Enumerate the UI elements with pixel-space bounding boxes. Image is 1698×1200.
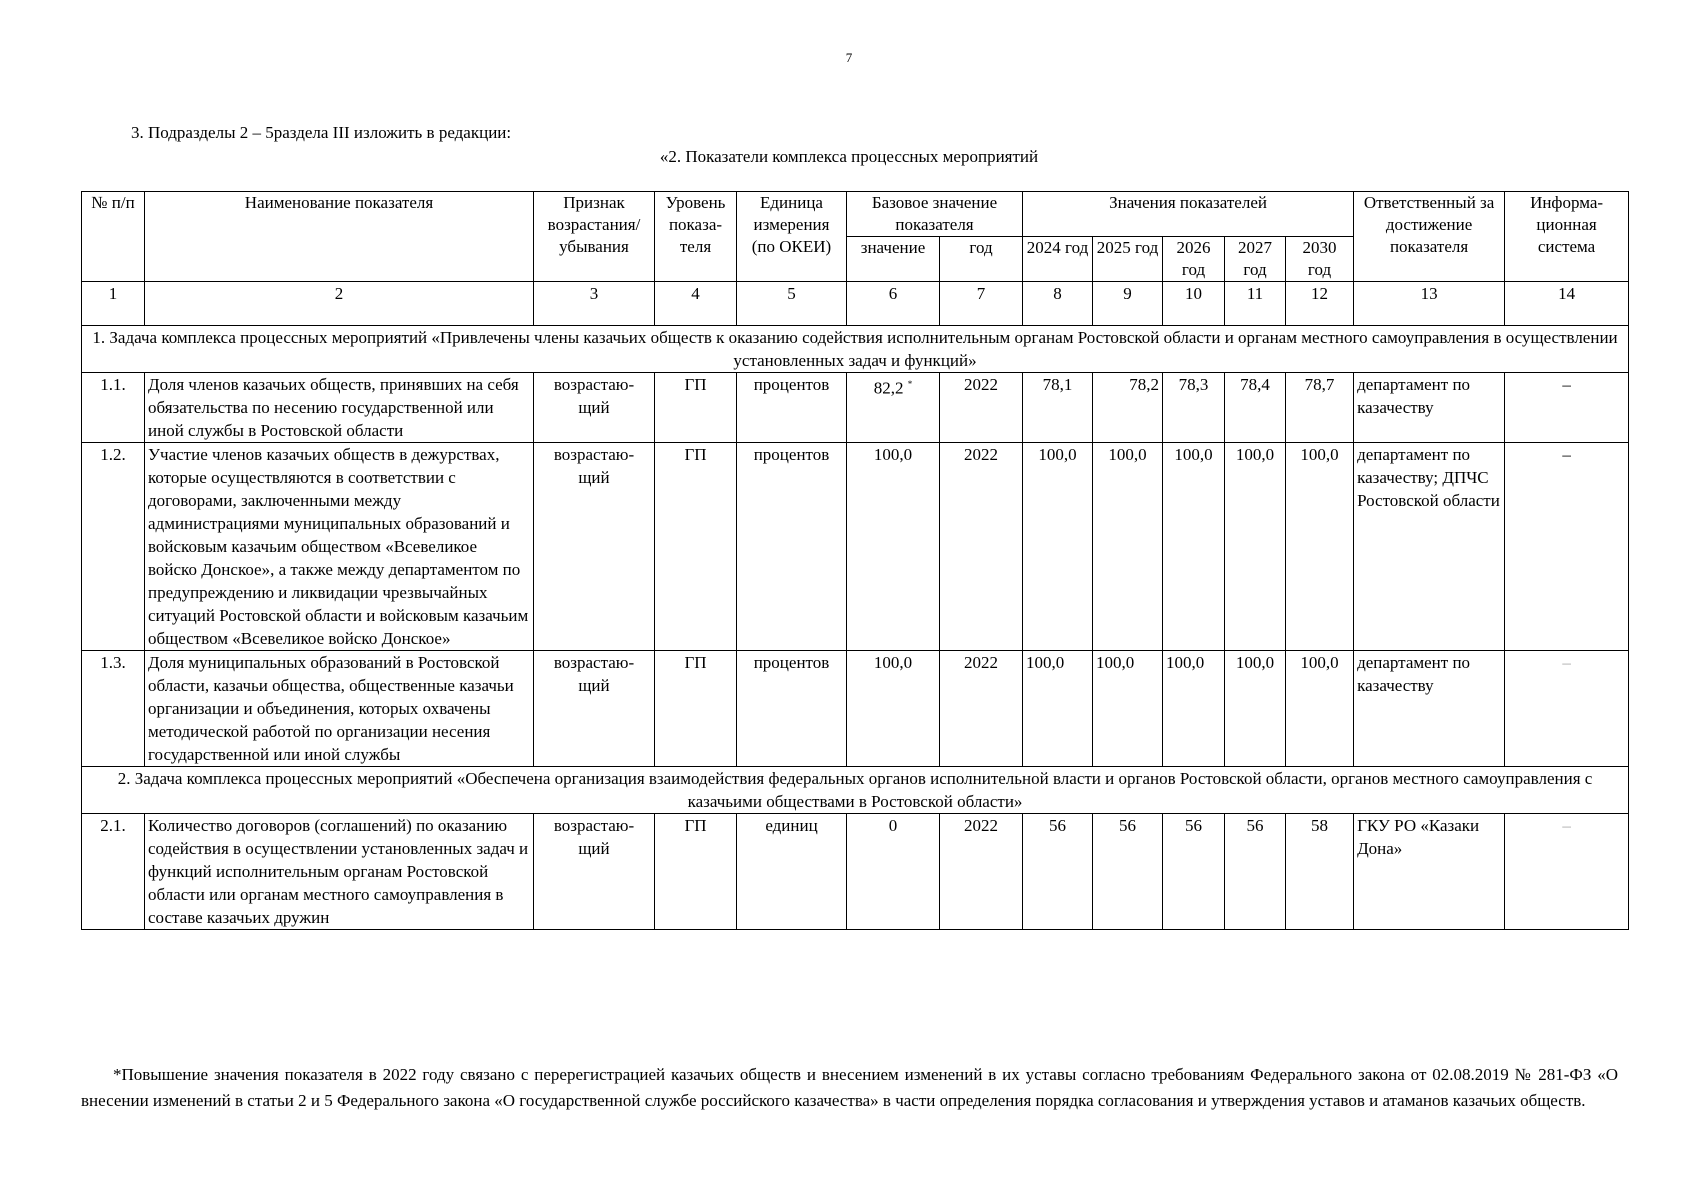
value-2030: 100,0 bbox=[1286, 443, 1354, 651]
col-number: 5 bbox=[737, 282, 847, 326]
col-number: 2 bbox=[145, 282, 534, 326]
indicator-name: Доля членов казачьих обществ, принявших на себя обязательства по несению государственной или иной службы в Ростовской области bbox=[145, 373, 534, 443]
col-number: 7 bbox=[940, 282, 1023, 326]
value-2025: 56 bbox=[1093, 814, 1163, 930]
indicator-name: Количество договоров (соглашений) по оказанию содействия в осуществлении установленных задач и функций исполнительным органам Ростовской области или органам местного самоуправления в составе казачьих дружин bbox=[145, 814, 534, 930]
col-number: 14 bbox=[1505, 282, 1629, 326]
value-2025: 78,2 bbox=[1093, 373, 1163, 443]
info-system: – bbox=[1505, 443, 1629, 651]
row-num: 1.3. bbox=[82, 651, 145, 767]
value-2026: 100,0 bbox=[1163, 443, 1225, 651]
header-2024: 2024 год bbox=[1023, 237, 1093, 282]
indicator-sign: возрастаю- щий bbox=[534, 651, 655, 767]
col-number: 13 bbox=[1354, 282, 1505, 326]
col-number: 9 bbox=[1093, 282, 1163, 326]
row-num: 2.1. bbox=[82, 814, 145, 930]
base-year: 2022 bbox=[940, 443, 1023, 651]
footnote-mark: * bbox=[907, 379, 913, 389]
value-2026: 78,3 bbox=[1163, 373, 1225, 443]
header-2025: 2025 год bbox=[1093, 237, 1163, 282]
info-system: – bbox=[1505, 814, 1629, 930]
base-year: 2022 bbox=[940, 373, 1023, 443]
col-number: 6 bbox=[847, 282, 940, 326]
col-number: 8 bbox=[1023, 282, 1093, 326]
indicator-sign: возрастаю- щий bbox=[534, 373, 655, 443]
header-2027: 2027 год bbox=[1225, 237, 1286, 282]
base-value bbox=[847, 373, 940, 443]
indicator-unit: единиц bbox=[737, 814, 847, 930]
value-2025: 100,0 bbox=[1093, 443, 1163, 651]
indicator-unit: процентов bbox=[737, 443, 847, 651]
base-year: 2022 bbox=[940, 814, 1023, 930]
value-2025: 100,0 bbox=[1093, 651, 1163, 767]
header-info: Информа- ционная система bbox=[1505, 192, 1629, 282]
task-2-heading: 2. Задача комплекса процессных мероприятий «Обеспечена организация взаимодействия федеральных органов исполнительной власти и органов Ростовской области, органов местного самоуправления с казачьими обществами в Ростовской области» bbox=[82, 767, 1629, 814]
header-values: Значения показателей bbox=[1023, 192, 1354, 237]
col-number: 1 bbox=[82, 282, 145, 326]
row-num: 1.1. bbox=[82, 373, 145, 443]
task-1-heading: 1. Задача комплекса процессных мероприятий «Привлечены члены казачьих обществ к оказанию содействия исполнительным органам Ростовской области и органам местного самоуправления в осуществлении установленных задач и функций» bbox=[82, 326, 1629, 373]
indicator-sign: возрастаю- щий bbox=[534, 814, 655, 930]
value-2027: 56 bbox=[1225, 814, 1286, 930]
table-row bbox=[82, 651, 1629, 767]
col-number: 10 bbox=[1163, 282, 1225, 326]
intro-text: 3. Подразделы 2 – 5раздела III изложить в редакции: bbox=[131, 123, 512, 142]
base-value: 0 bbox=[847, 814, 940, 930]
value-2027: 100,0 bbox=[1225, 443, 1286, 651]
header-row bbox=[82, 192, 1629, 237]
indicator-level: ГП bbox=[655, 814, 737, 930]
indicator-level: ГП bbox=[655, 373, 737, 443]
value-2027: 100,0 bbox=[1225, 651, 1286, 767]
col-number: 4 bbox=[655, 282, 737, 326]
value-2024: 100,0 bbox=[1023, 651, 1093, 767]
task-1-row bbox=[82, 326, 1629, 373]
footnote: *Повышение значения показателя в 2022 году связано с перерегистрацией казачьих обществ и внесением изменений в их уставы согласно требованиям Федерального закона от 02.08.2019 № 281-ФЗ «О внесении изменений в статьи 2 и 5 Федерального закона «О государственной службе российского казачества» в части определения порядка согласования и утверждения уставов и атаманов казачьих обществ. bbox=[81, 1065, 1618, 1110]
section-title: «2. Показатели комплекса процессных мероприятий bbox=[659, 147, 1039, 166]
info-system: – bbox=[1505, 373, 1629, 443]
value-2030: 100,0 bbox=[1286, 651, 1354, 767]
indicators-table bbox=[81, 191, 1629, 930]
base-year: 2022 bbox=[940, 651, 1023, 767]
indicator-unit: процентов bbox=[737, 373, 847, 443]
value-2030: 78,7 bbox=[1286, 373, 1354, 443]
responsible: департамент по казачеству bbox=[1354, 651, 1505, 767]
indicator-name: Участие членов казачьих обществ в дежурствах, которые осуществляются в соответствии с договорами, заключенными между администрациями муниципальных образований и войсковым казачьим обществом «Всевеликое войско Донское», а также между департаментом по предупреждению и ликвидации чрезвычайных ситуаций Ростовской области и войсковым казачьим обществом «Всевеликое войско Донское» bbox=[145, 443, 534, 651]
col-number: 11 bbox=[1225, 282, 1286, 326]
column-number-row bbox=[82, 282, 1629, 326]
value-2024: 100,0 bbox=[1023, 443, 1093, 651]
responsible: департамент по казачеству bbox=[1354, 373, 1505, 443]
col-number: 3 bbox=[534, 282, 655, 326]
page-number: 7 bbox=[845, 50, 853, 65]
header-base: Базовое значение показателя bbox=[847, 192, 1023, 237]
base-value: 100,0 bbox=[847, 651, 940, 767]
indicator-level: ГП bbox=[655, 443, 737, 651]
responsible: департамент по казачеству; ДПЧС Ростовской области bbox=[1354, 443, 1505, 651]
header-level: Уровень показа- теля bbox=[655, 192, 737, 282]
value-2024: 56 bbox=[1023, 814, 1093, 930]
indicator-level: ГП bbox=[655, 651, 737, 767]
table-row bbox=[82, 814, 1629, 930]
header-base-year: год bbox=[940, 237, 1023, 282]
table-row bbox=[82, 443, 1629, 651]
indicator-unit: процентов bbox=[737, 651, 847, 767]
header-2026: 2026 год bbox=[1163, 237, 1225, 282]
header-unit: Единица измерения (по ОКЕИ) bbox=[737, 192, 847, 282]
value-2026: 100,0 bbox=[1163, 651, 1225, 767]
indicator-name: Доля муниципальных образований в Ростовской области, казачьи общества, общественные казачьи организации и объединения, которых охвачены методической работой по организации несения государственной или иной службы bbox=[145, 651, 534, 767]
value-2026: 56 bbox=[1163, 814, 1225, 930]
base-value: 100,0 bbox=[847, 443, 940, 651]
row-num: 1.2. bbox=[82, 443, 145, 651]
header-num: № п/п bbox=[82, 192, 145, 282]
header-base-value: значение bbox=[847, 237, 940, 282]
header-sign: Признак возрастания/ убывания bbox=[534, 192, 655, 282]
info-system: – bbox=[1505, 651, 1629, 767]
table-row bbox=[82, 373, 1629, 443]
task-2-row bbox=[82, 767, 1629, 814]
header-2030: 2030 год bbox=[1286, 237, 1354, 282]
header-responsible: Ответственный за достижение показателя bbox=[1354, 192, 1505, 282]
value-2024: 78,1 bbox=[1023, 373, 1093, 443]
responsible: ГКУ РО «Казаки Дона» bbox=[1354, 814, 1505, 930]
indicator-sign: возрастаю- щий bbox=[534, 443, 655, 651]
base-value-text: 82,2 bbox=[873, 378, 904, 398]
value-2027: 78,4 bbox=[1225, 373, 1286, 443]
col-number: 12 bbox=[1286, 282, 1354, 326]
header-name: Наименование показателя bbox=[145, 192, 534, 282]
value-2030: 58 bbox=[1286, 814, 1354, 930]
